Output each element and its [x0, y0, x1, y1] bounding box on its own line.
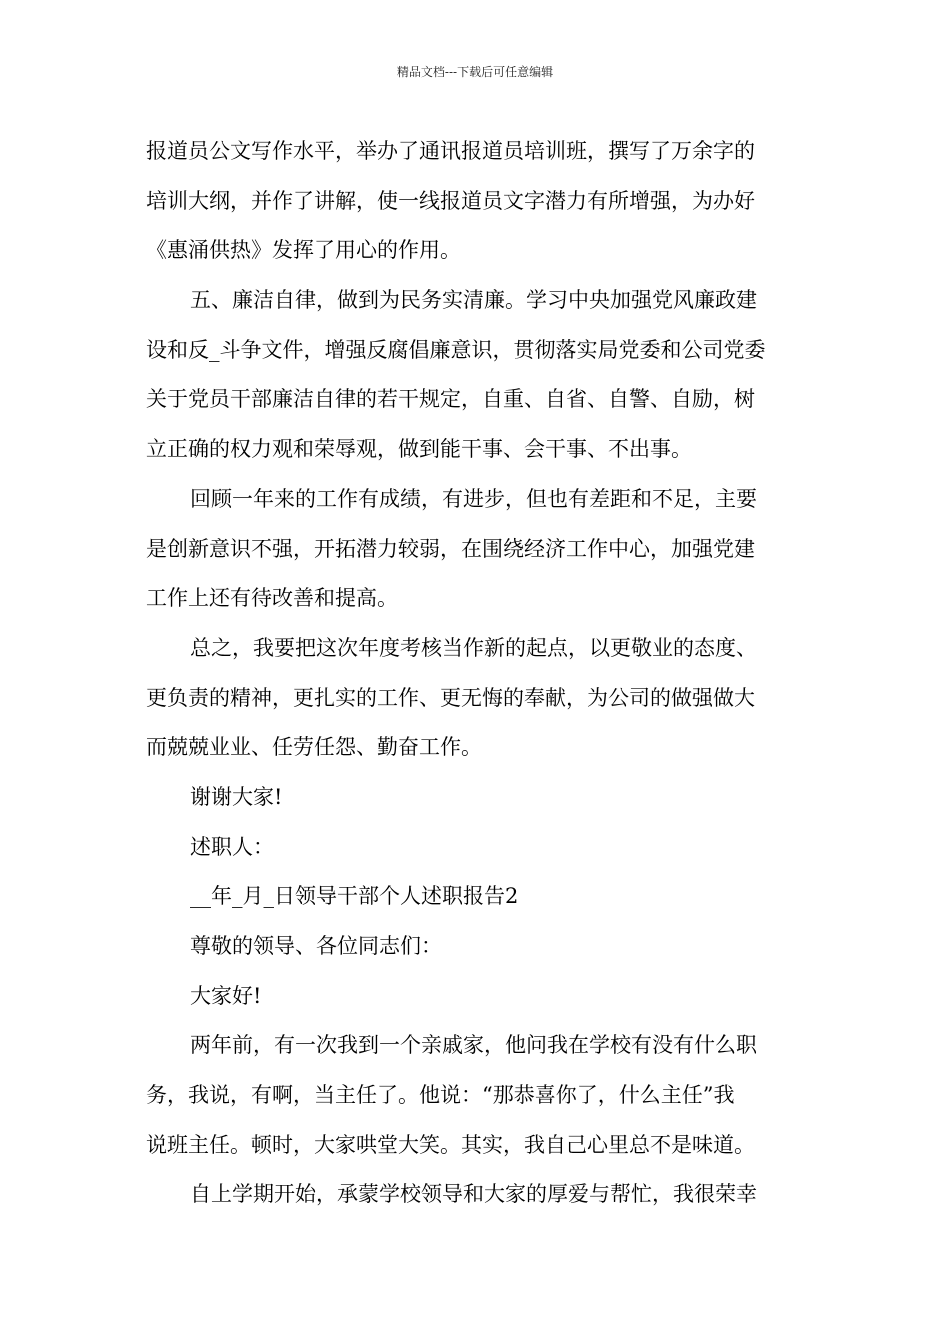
text-line: 务，我说，有啊，当主任了。他说：“那恭喜你了，什么主任”我: [146, 1083, 735, 1108]
text-line: 尊敬的领导、各位同志们：: [190, 934, 442, 958]
text-line: 总之，我要把这次年度考核当作新的起点，以更敬业的态度、: [190, 635, 757, 660]
text-line: __年_月_日领导干部个人述职报告2: [190, 884, 519, 909]
text-line: 更负责的精神，更扎实的工作、更无悔的奉献，为公司的做强做大: [146, 685, 755, 710]
text-line: 两年前，有一次我到一个亲戚家，他问我在学校有没有什么职: [190, 1033, 757, 1058]
text-line: 五、廉洁自律，做到为民务实清廉。学习中央加强党风廉政建: [190, 288, 757, 313]
text-line: 而兢兢业业、任劳任怨、勤奋工作。: [146, 735, 482, 760]
text-line: 述职人：: [190, 834, 274, 859]
text-line: 培训大纲，并作了讲解，使一线报道员文字潜力有所增强，为办好: [146, 188, 755, 213]
text-line: 回顾一年来的工作有成绩，有进步，但也有差距和不足，主要: [190, 486, 757, 511]
page-header: 精品文档---下载后可任意编辑: [396, 65, 554, 79]
text-line: 报道员公文写作水平，举办了通讯报道员培训班，撰写了万余字的: [146, 139, 755, 163]
text-line: 设和反_斗争文件，增强反腐倡廉意识，贯彻落实局党委和公司党委: [146, 337, 766, 362]
text-line: 工作上还有待改善和提高。: [146, 586, 398, 611]
text-line: 大家好!: [190, 983, 262, 1008]
text-line: 《惠涌供热》发挥了用心的作用。: [146, 238, 461, 263]
text-line: 是创新意识不强，开拓潜力较弱，在围绕经济工作中心，加强党建: [146, 536, 755, 561]
text-line: 立正确的权力观和荣辱观，做到能干事、会干事、不出事。: [146, 437, 692, 462]
text-line: 关于党员干部廉洁自律的若干规定，自重、自省、自警、自励，树: [146, 387, 755, 412]
text-line: 说班主任。顿时，大家哄堂大笑。其实，我自己心里总不是味道。: [146, 1132, 755, 1157]
document-body: [146, 127, 806, 1220]
text-line: 自上学期开始，承蒙学校领导和大家的厚爱与帮忙，我很荣幸: [190, 1182, 757, 1207]
text-line: 谢谢大家!: [190, 784, 283, 809]
